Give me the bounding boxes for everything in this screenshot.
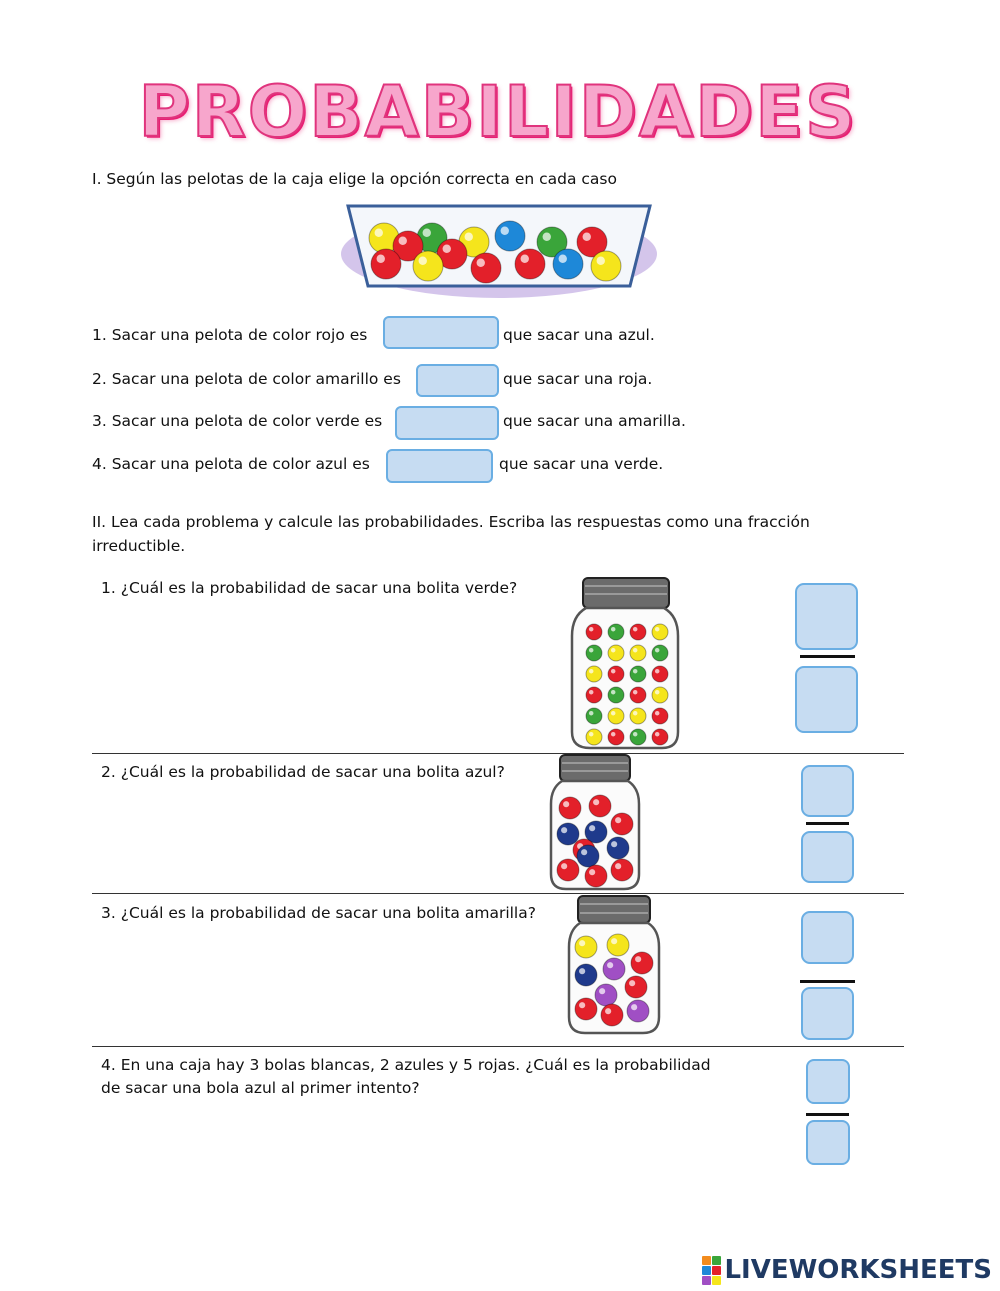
ball-highlight — [655, 690, 659, 694]
problem-4-text-line2: de sacar una bola azul al primer intento? — [101, 1079, 420, 1097]
item-1-prefix: 1. Sacar una pelota de color rojo es — [92, 326, 368, 344]
ball — [586, 645, 602, 661]
section-1-heading: I. Según las pelotas de la caja elige la opción correcta en cada caso — [92, 170, 617, 188]
ball-highlight — [589, 648, 593, 652]
ball-highlight — [419, 257, 427, 265]
ball — [603, 958, 625, 980]
ball — [631, 952, 653, 974]
page-title: PROBABILIDADES — [138, 71, 858, 153]
ball — [557, 859, 579, 881]
ball-highlight — [501, 227, 509, 235]
ball-highlight — [611, 938, 617, 944]
problem-1-denominator[interactable] — [795, 666, 858, 733]
ball — [607, 934, 629, 956]
ball-highlight — [465, 233, 473, 241]
ball-highlight — [579, 940, 585, 946]
ball-highlight — [611, 648, 615, 652]
ball-highlight — [589, 690, 593, 694]
item-2-prefix: 2. Sacar una pelota de color amarillo es — [92, 370, 401, 388]
answer-box-3[interactable] — [395, 406, 499, 440]
ball — [586, 666, 602, 682]
ball — [611, 813, 633, 835]
problem-4-text-line1: 4. En una caja hay 3 bolas blancas, 2 azules y 5 rojas. ¿Cuál es la probabilidad — [101, 1056, 711, 1074]
ball-highlight — [561, 863, 567, 869]
answer-box-2[interactable] — [416, 364, 499, 397]
answer-box-1[interactable] — [383, 316, 499, 349]
problem-4-fraction-bar — [806, 1113, 849, 1116]
ball — [608, 645, 624, 661]
ball — [608, 624, 624, 640]
ball — [577, 845, 599, 867]
ball-highlight — [633, 711, 637, 715]
ball-highlight — [605, 1008, 611, 1014]
ball — [630, 624, 646, 640]
jar-3-image — [566, 893, 662, 1037]
ball-highlight — [443, 245, 451, 253]
problem-1-numerator[interactable] — [795, 583, 858, 650]
ball — [575, 998, 597, 1020]
item-2-suffix: que sacar una roja. — [503, 370, 653, 388]
problem-4-numerator[interactable] — [806, 1059, 850, 1104]
ball-highlight — [655, 627, 659, 631]
section-2-heading-line1: II. Lea cada problema y calcule las probabilidades. Escriba las respuestas como una fracción — [92, 513, 810, 531]
ball-highlight — [579, 1002, 585, 1008]
ball — [627, 1000, 649, 1022]
ball-highlight — [599, 988, 605, 994]
ball — [652, 687, 668, 703]
ball-highlight — [521, 255, 529, 263]
ball-highlight — [589, 711, 593, 715]
ball — [495, 221, 525, 251]
ball — [591, 251, 621, 281]
ball-highlight — [589, 869, 595, 875]
ball-highlight — [611, 711, 615, 715]
ball-highlight — [583, 233, 591, 241]
ball — [515, 249, 545, 279]
ball-highlight — [655, 711, 659, 715]
ball-highlight — [477, 259, 485, 267]
ball-highlight — [607, 962, 613, 968]
logo-mark-icon — [702, 1256, 721, 1285]
ball-highlight — [611, 690, 615, 694]
ball — [589, 795, 611, 817]
ball-highlight — [633, 690, 637, 694]
problem-3-fraction-bar — [800, 980, 855, 983]
ball — [652, 729, 668, 745]
ball-highlight — [377, 255, 385, 263]
section-2-heading-line2: irreductible. — [92, 537, 186, 555]
ball-highlight — [633, 627, 637, 631]
jar-1-image — [568, 576, 682, 752]
ball — [652, 624, 668, 640]
ball — [553, 249, 583, 279]
problem-4-denominator[interactable] — [806, 1120, 850, 1165]
ball-highlight — [597, 257, 605, 265]
ball-highlight — [633, 669, 637, 673]
ball-highlight — [593, 799, 599, 805]
ball — [608, 708, 624, 724]
ball-highlight — [655, 669, 659, 673]
ball — [625, 976, 647, 998]
ball — [630, 645, 646, 661]
answer-box-4[interactable] — [386, 449, 493, 483]
divider-3 — [92, 1046, 904, 1047]
problem-2-text: 2. ¿Cuál es la probabilidad de sacar una bolita azul? — [101, 763, 505, 781]
logo-text: LIVEWORKSHEETS — [724, 1255, 992, 1285]
ball-highlight — [631, 1004, 637, 1010]
ball-highlight — [589, 825, 595, 831]
ball-highlight — [589, 627, 593, 631]
ball — [586, 624, 602, 640]
ball-highlight — [611, 732, 615, 736]
ball — [413, 251, 443, 281]
problem-3-denominator[interactable] — [801, 987, 854, 1040]
ball — [630, 729, 646, 745]
ball-highlight — [375, 229, 383, 237]
item-4-prefix: 4. Sacar una pelota de color azul es — [92, 455, 370, 473]
ball — [608, 729, 624, 745]
ball-box-image — [340, 192, 658, 300]
ball — [575, 936, 597, 958]
problem-2-fraction-bar — [806, 822, 849, 825]
ball — [652, 666, 668, 682]
ball — [557, 823, 579, 845]
ball — [471, 253, 501, 283]
ball-highlight — [655, 648, 659, 652]
ball — [652, 645, 668, 661]
problem-1-fraction-bar — [800, 655, 855, 658]
problem-2-numerator[interactable] — [801, 765, 854, 817]
ball-highlight — [589, 732, 593, 736]
ball-highlight — [655, 732, 659, 736]
ball-highlight — [611, 669, 615, 673]
item-3-prefix: 3. Sacar una pelota de color verde es — [92, 412, 383, 430]
ball — [630, 687, 646, 703]
ball — [608, 666, 624, 682]
ball-highlight — [559, 255, 567, 263]
ball-highlight — [581, 849, 587, 855]
ball — [630, 666, 646, 682]
ball-highlight — [579, 968, 585, 974]
ball — [559, 797, 581, 819]
ball-highlight — [611, 627, 615, 631]
item-1-suffix: que sacar una azul. — [503, 326, 655, 344]
problem-2-denominator[interactable] — [801, 831, 854, 883]
divider-2 — [92, 893, 904, 894]
ball-highlight — [629, 980, 635, 986]
ball — [585, 865, 607, 887]
problem-1-text: 1. ¿Cuál es la probabilidad de sacar una bolita verde? — [101, 579, 518, 597]
ball — [586, 687, 602, 703]
ball-highlight — [633, 648, 637, 652]
ball — [586, 729, 602, 745]
ball-highlight — [615, 817, 621, 823]
ball — [611, 859, 633, 881]
ball-highlight — [633, 732, 637, 736]
ball — [595, 984, 617, 1006]
ball-highlight — [589, 669, 593, 673]
ball — [601, 1004, 623, 1026]
ball-highlight — [543, 233, 551, 241]
ball — [575, 964, 597, 986]
item-3-suffix: que sacar una amarilla. — [503, 412, 686, 430]
jar-2-image — [548, 752, 642, 892]
ball-highlight — [561, 827, 567, 833]
divider-1 — [92, 753, 904, 754]
ball — [630, 708, 646, 724]
ball-highlight — [423, 229, 431, 237]
ball-highlight — [399, 237, 407, 245]
ball-highlight — [615, 863, 621, 869]
item-4-suffix: que sacar una verde. — [499, 455, 664, 473]
ball — [586, 708, 602, 724]
ball-highlight — [611, 841, 617, 847]
problem-3-numerator[interactable] — [801, 911, 854, 964]
ball — [607, 837, 629, 859]
ball — [652, 708, 668, 724]
ball — [608, 687, 624, 703]
liveworksheets-logo — [702, 1255, 992, 1285]
problem-3-text: 3. ¿Cuál es la probabilidad de sacar una bolita amarilla? — [101, 904, 536, 922]
ball-highlight — [635, 956, 641, 962]
ball-highlight — [563, 801, 569, 807]
ball — [371, 249, 401, 279]
